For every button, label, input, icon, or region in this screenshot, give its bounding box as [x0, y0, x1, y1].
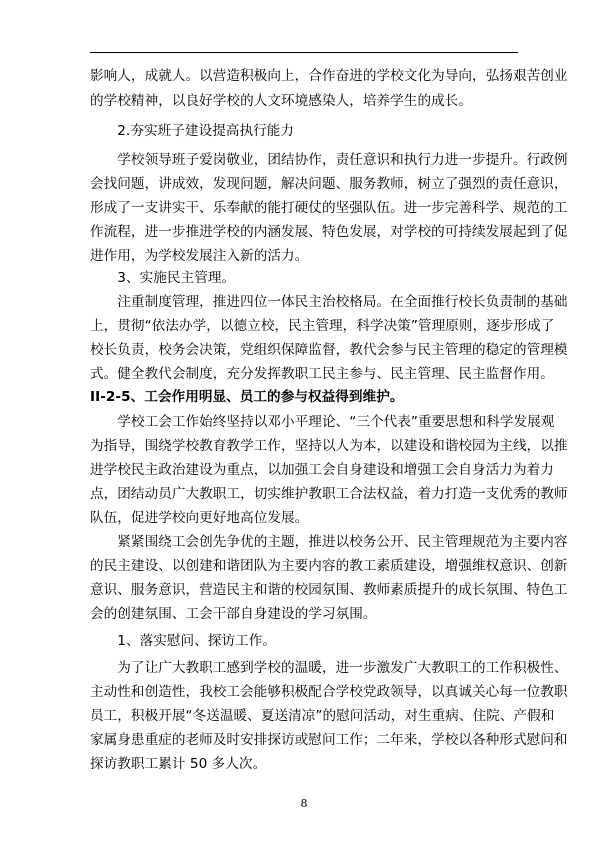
text-line: 点，团结动员广大教职工，切实维护教职工合法权益，着力打造一支优秀的教师 [90, 486, 568, 502]
section-heading: 3、实施民主管理。 [90, 270, 236, 286]
text-line: 注重制度管理，推进四位一体民主治校格局。在全面推行校长负责制的基础 [90, 294, 568, 310]
text-line: 员工，积极开展“冬送温暖、夏送清凉”的慰问活动，对生重病、住院、产假和 [90, 708, 555, 724]
text-line: 紧紧围绕工会创先争优的主题，推进以校务公开、民主管理规范为主要内容 [90, 534, 568, 550]
text-line: 校长负责，校务会决策，党组织保障监督，教代会参与民主管理的稳定的管理模 [90, 342, 568, 358]
text-line: 作流程，进一步推进学校的内涵发展、特色发展，对学校的可持续发展起到了促 [90, 224, 568, 240]
text-line: 主动性和创造性，我校工会能够积极配合学校党政领导，以真诚关心每一位教职 [90, 684, 568, 700]
text-line: 进作用，为学校发展注入新的活力。 [90, 248, 309, 264]
text-line: 会找问题，讲成效，发现问题，解决问题、服务教师，树立了强烈的责任意识， [90, 176, 568, 192]
text-line: 队伍，促进学校向更好地高位发展。 [90, 510, 309, 526]
text-line: 学校领导班子爱岗敬业，团结协作，责任意识和执行力进一步提升。行政例 [90, 152, 568, 168]
text-line: 形成了一支讲实干、乐奉献的能打硬仗的坚强队伍。进一步完善科学、规范的工 [90, 200, 568, 216]
section-heading: 1、落实慰问、探访工作。 [90, 633, 277, 649]
text-line: 的民主建设、以创建和谐团队为主要内容的教工素质建设，增强维权意识、创新 [90, 558, 568, 574]
text-line: 式。健全教代会制度，充分发挥教职工民主参与、民主管理、民主监督作用。 [90, 366, 554, 382]
text-line: 探访教职工累计 50 多人次。 [90, 756, 267, 772]
text-line: 进学校民主政治建设为重点，以加强工会自身建设和增强工会自身活力为着力 [90, 462, 554, 478]
text-line: 为了让广大教职工感到学校的温暖，进一步激发广大教职工的工作积极性、 [90, 660, 568, 676]
bold-heading: II-2-5、工会作用明显、员工的参与权益得到维护。 [90, 389, 404, 405]
text-line: 会的创建氛围、工会干部自身建设的学习氛围。 [90, 606, 377, 622]
text-line: 为指导，围绕学校教育教学工作，坚持以人为本，以建设和谐校园为主线，以推 [90, 438, 568, 454]
page-number: 8 [300, 797, 308, 810]
text-line: 学校工会工作始终坚持以邓小平理论、“三个代表”重要思想和科学发展观 [90, 414, 555, 430]
header-rule [90, 52, 518, 53]
text-line: 意识、服务意识，营造民主和谐的校园氛围、教师素质提升的成长氛围、特色工 [90, 582, 568, 598]
text-line: 影响人，成就人。以营造积极向上，合作奋进的学校文化为导向，弘扬艰苦创业 [90, 68, 568, 84]
section-heading: 2.夯实班子建设提高执行能力 [90, 123, 295, 139]
text-line: 上，贯彻“依法办学，以德立校，民主管理，科学决策”管理原则，逐步形成了 [90, 318, 555, 334]
text-line: 的学校精神，以良好学校的人文环境感染人，培养学生的成长。 [90, 93, 473, 109]
text-line: 家属身患重症的老师及时安排探访或慰问工作；二年来，学校以各种形式慰问和 [90, 732, 568, 748]
